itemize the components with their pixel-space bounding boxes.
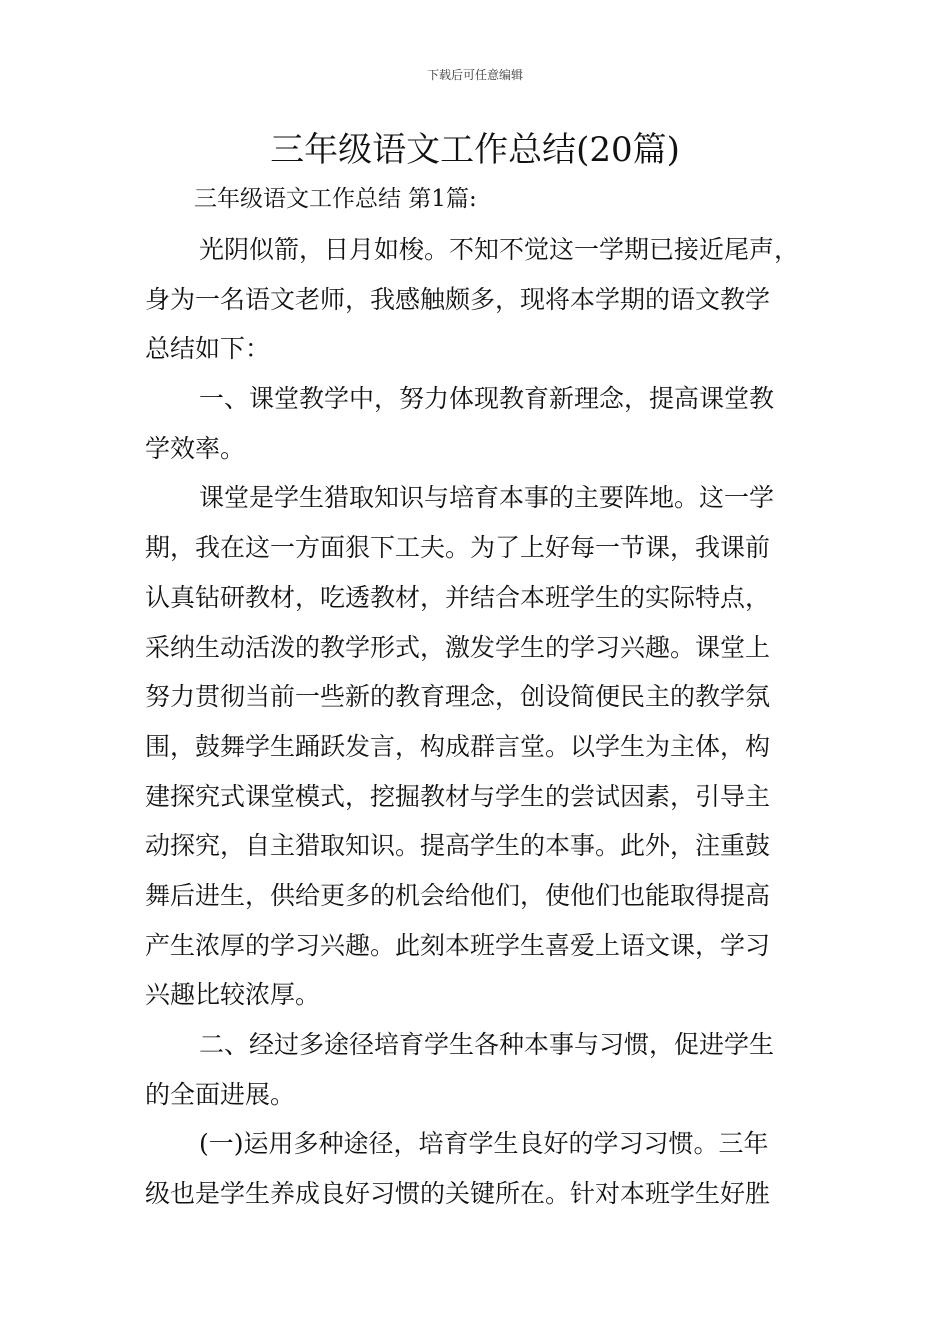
text-line: 光阴似箭，日月如梭。不知不觉这一学期已接近尾声，: [199, 235, 800, 264]
document-title: 三年级语文工作总结(20篇): [270, 130, 680, 170]
text-line: 采纳生动活泼的教学形式，激发学生的学习兴趣。课堂上: [145, 632, 771, 662]
text-line: 期，我在这一方面狠下工夫。为了上好每一节课，我课前: [145, 533, 771, 563]
text-line: (一)运用多种途径，培育学生良好的学习习惯。三年: [199, 1129, 769, 1159]
header-note: 下载后可任意编辑: [426, 68, 523, 82]
text-line: 围，鼓舞学生踊跃发言，构成群言堂。以学生为主体，构: [145, 731, 771, 761]
text-line: 总结如下：: [145, 334, 271, 364]
text-line: 一、课堂教学中，努力体现教育新理念，提高课堂教: [199, 384, 775, 414]
text-line: 身为一名语文老师，我感触颇多，现将本学期的语文教学: [145, 284, 771, 314]
text-line: 建探究式课堂模式，挖掘教材与学生的尝试因素，引导主: [145, 781, 771, 811]
text-line: 学效率。: [145, 433, 246, 463]
text-line: 兴趣比较浓厚。: [145, 980, 321, 1010]
section-subtitle: 三年级语文工作总结 第1篇:: [194, 186, 477, 212]
text-line: 级也是学生养成良好习惯的关键所在。针对本班学生好胜: [145, 1179, 771, 1209]
text-line: 认真钻研教材，吃透教材，并结合本班学生的实际特点，: [145, 582, 771, 612]
text-line: 二、经过多途径培育学生各种本事与习惯，促进学生: [199, 1030, 775, 1059]
text-line: 的全面进展。: [145, 1079, 296, 1109]
text-line: 动探究，自主猎取知识。提高学生的本事。此外，注重鼓: [145, 831, 771, 861]
text-line: 努力贯彻当前一些新的教育理念，创设简便民主的教学氛: [145, 682, 771, 712]
body-text: [145, 225, 820, 1219]
text-line: 产生浓厚的学习兴趣。此刻本班学生喜爱上语文课，学习: [145, 930, 771, 960]
text-line: 舞后进生，供给更多的机会给他们，使他们也能取得提高: [145, 880, 771, 910]
text-line: 课堂是学生猎取知识与培育本事的主要阵地。这一学: [199, 483, 775, 513]
